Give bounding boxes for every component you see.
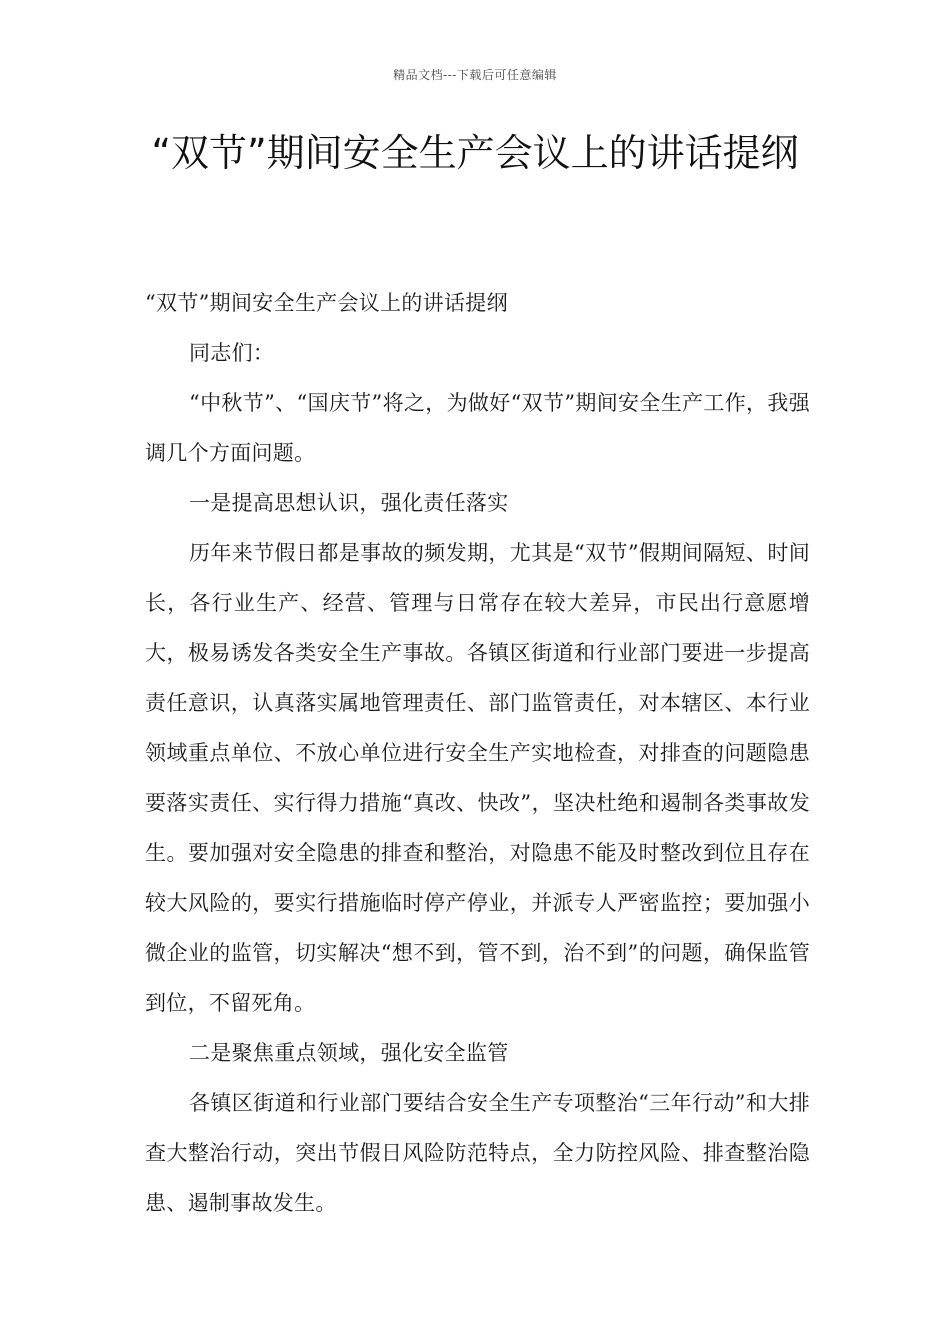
body-paragraph-section-1: 历年来节假日都是事故的频发期，尤其是“双节”假期间隔短、时间长，各行业生产、经营、管理与日常存在较大差异，市民出行意愿增大，极易诱发各类安全生产事故。各镇区街道和行业部门要进一步提高责任意识，认真落实属地管理责任、部门监管责任，对本辖区、本行业领域重点单位、不放心单位进行安全生产实地检查，对排查的问题隐患要落实责任、实行得力措施“真改、快改”，坚决杜绝和遏制各类事故发生。要加强对安全隐患的排查和整治，对隐患不能及时整改到位且存在较大风险的，要实行措施临时停产停业，并派专人严密监控；要加强小微企业的监管，切实解决“想不到，管不到，治不到”的问题，确保监管到位，不留死角。 xyxy=(145,541,810,1015)
body-paragraph-salutation: 同志们： xyxy=(189,341,275,365)
page-header-note: 精品文档---下载后可任意编辑 xyxy=(393,68,557,82)
document-body xyxy=(145,278,810,1228)
body-paragraph-section-2: 各镇区街道和行业部门要结合安全生产专项整治“三年行动”和大排查大整治行动，突出节假日风险防范特点，全力防控风险、排查整治隐患、遏制事故发生。 xyxy=(145,1091,810,1215)
section-heading-2: 二是聚焦重点领域，强化安全监管 xyxy=(189,1041,509,1065)
document-title: “双节”期间安全生产会议上的讲话提纲 xyxy=(151,131,799,175)
body-paragraph-intro: “中秋节”、“国庆节”将之，为做好“双节”期间安全生产工作，我强调几个方面问题。 xyxy=(145,391,810,465)
body-paragraph-subtitle: “双节”期间安全生产会议上的讲话提纲 xyxy=(145,291,508,315)
section-heading-1: 一是提高思想认识，强化责任落实 xyxy=(189,491,509,515)
